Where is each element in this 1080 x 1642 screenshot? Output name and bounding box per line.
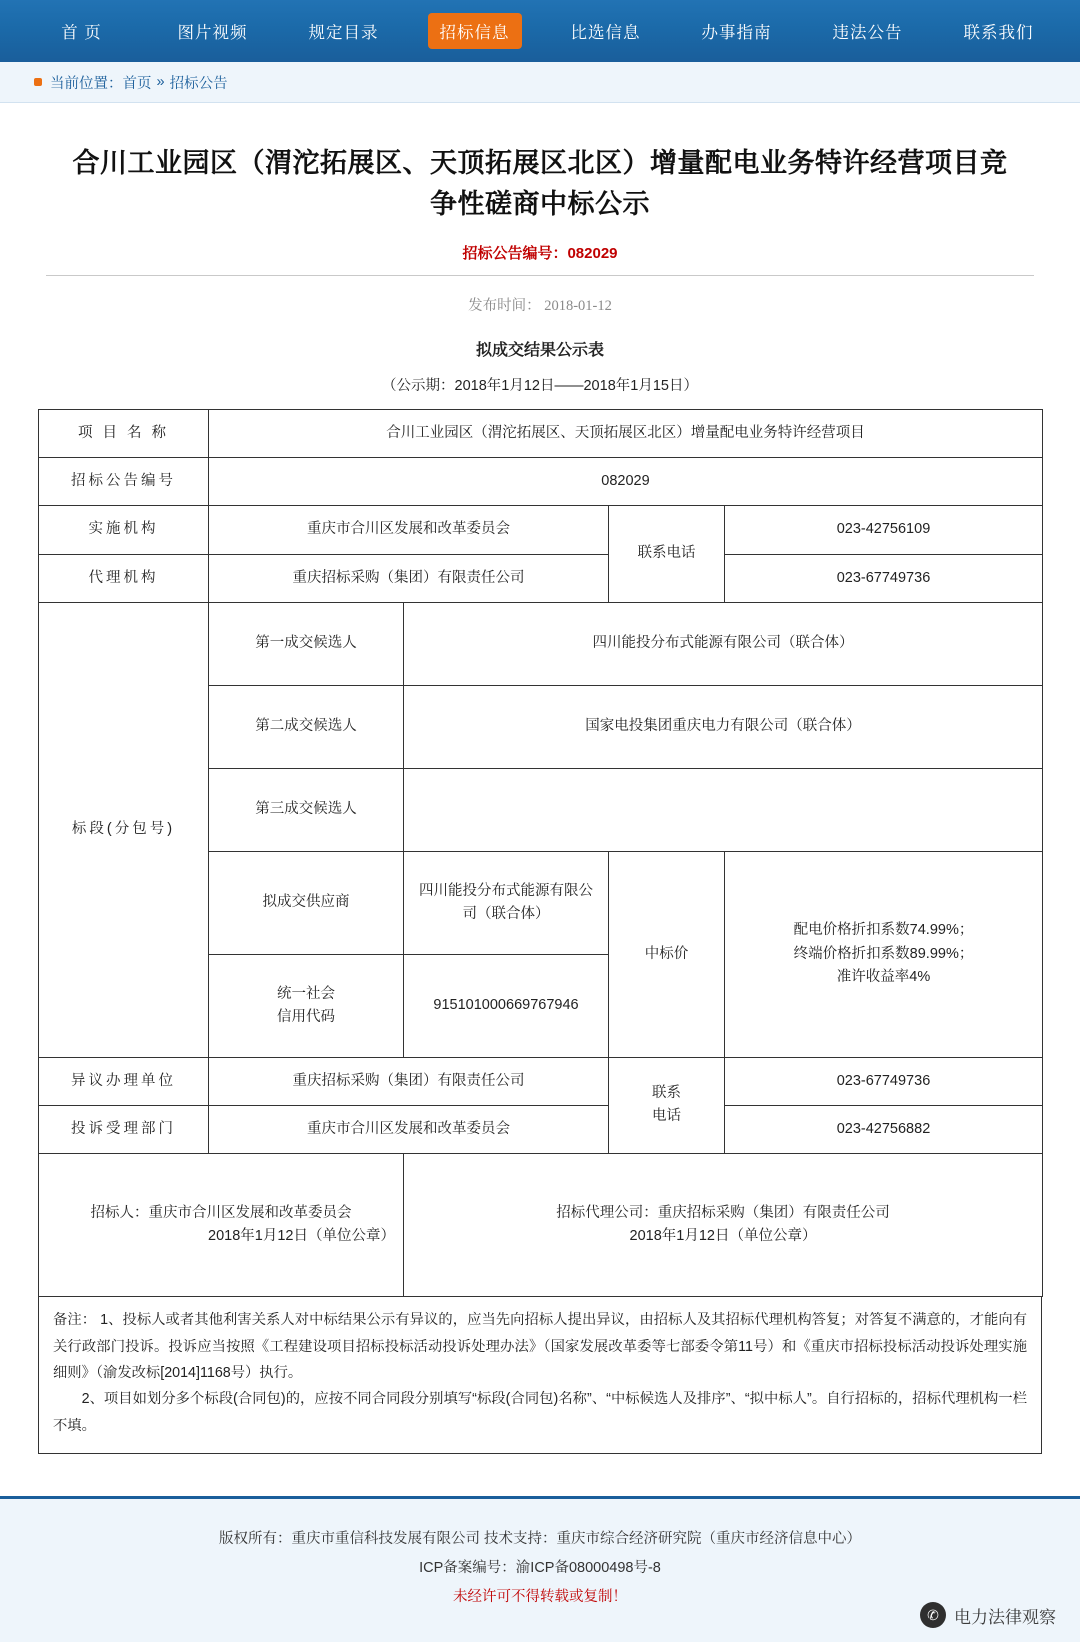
result-table-period: （公示期：2018年1月12日——2018年1月15日） (382, 378, 698, 394)
credit-code-label (209, 954, 404, 1057)
agent-org-phone: 023-67749736 (725, 554, 1043, 602)
nav-item-violation-notice[interactable] (802, 19, 933, 43)
page-footer (0, 1496, 1080, 1642)
watermark (920, 1602, 1056, 1628)
nav-item-home[interactable] (16, 19, 147, 43)
complaint-dept-value: 重庆市合川区发展和改革委员会 (209, 1105, 609, 1153)
bullet-icon (34, 78, 42, 86)
notice-number-value: 082029 (567, 245, 618, 262)
remark-block (38, 1297, 1042, 1454)
nav-label: 首 页 (61, 24, 102, 42)
agent-org-label: 代理机构 (39, 554, 209, 602)
main-navigation (0, 0, 1080, 62)
publish-time-value: 2018-01-12 (544, 298, 612, 314)
candidate3-value (404, 768, 1043, 851)
nav-label: 图片视频 (177, 24, 248, 42)
contact-phone-label-2 (609, 1057, 725, 1153)
agent-name: 招标代理公司：重庆招标采购（集团）有限责任公司 (556, 1204, 890, 1221)
nav-label: 招标信息 (428, 13, 522, 49)
supplier-label: 拟成交供应商 (209, 851, 404, 954)
tenderer-name: 招标人：重庆市合川区发展和改革委员会 (90, 1204, 352, 1221)
breadcrumb-home-link[interactable]: 首页 (122, 75, 152, 92)
implement-org-label: 实施机构 (39, 506, 209, 554)
contact-label-line-1: 联系 (652, 1085, 681, 1102)
publish-time-label: 发布时间： (468, 298, 541, 314)
nav-item-guide[interactable] (671, 19, 802, 43)
credit-code-label-line-2: 信用代码 (277, 1008, 335, 1025)
nav-label: 办事指南 (701, 24, 772, 42)
breadcrumb (0, 62, 1080, 103)
table-row (39, 506, 1043, 554)
wechat-icon: ✆ (920, 1602, 946, 1628)
footer-copyright: 版权所有：重庆市重信科技发展有限公司 技术支持：重庆市综合经济研究院（重庆市经济信息中心） (218, 1531, 862, 1548)
result-table-caption: 拟成交结果公示表 (475, 342, 604, 359)
nav-item-regulations[interactable] (278, 19, 409, 43)
notice-no-label: 招标公告编号 (39, 458, 209, 506)
table-row (39, 602, 1043, 685)
complaint-dept-phone: 023-42756882 (725, 1105, 1043, 1153)
document-body (0, 143, 1080, 1454)
table-row (39, 1105, 1043, 1153)
nav-item-media[interactable] (147, 19, 278, 43)
table-row (39, 554, 1043, 602)
project-name-value: 合川工业园区（渭沱拓展区、天顶拓展区北区）增量配电业务特许经营项目 (209, 410, 1043, 458)
credit-code-label-line-1: 统一社会 (277, 985, 335, 1002)
table-row (39, 1154, 1043, 1297)
publish-time (38, 294, 1042, 315)
watermark-text: 电力法律观察 (954, 1607, 1056, 1627)
section-label: 标段(分包号) (39, 602, 209, 1057)
bid-price-line-3: 准许收益率4% (836, 968, 931, 985)
bid-price-line-1: 配电价格折扣系数74.99%； (793, 922, 974, 939)
notice-number-line (46, 242, 1034, 276)
notice-no-value: 082029 (209, 458, 1043, 506)
result-table (38, 409, 1043, 1297)
credit-code-value: 915101000669767946 (404, 954, 609, 1057)
agent-date: 2018年1月12日（单位公章） (629, 1228, 817, 1245)
objection-unit-phone: 023-67749736 (725, 1057, 1043, 1105)
notice-number-label: 招标公告编号： (462, 245, 568, 262)
nav-label: 比选信息 (570, 24, 641, 42)
agent-signature (404, 1154, 1043, 1297)
nav-label: 违法公告 (832, 24, 903, 42)
candidate2-value: 国家电投集团重庆电力有限公司（联合体） (404, 685, 1043, 768)
contact-label-line-2: 电话 (652, 1108, 681, 1125)
nav-label: 联系我们 (963, 24, 1034, 42)
bid-price-line-2: 终端价格折扣系数89.99%； (793, 945, 974, 962)
candidate1-label: 第一成交候选人 (209, 602, 404, 685)
remark-line-1: 备注： 1、投标人或者其他利害关系人对中标结果公示有异议的，应当先向招标人提出异议，由招标人及其招标代理机构答复；对答复不满意的，才能向有关行政部门投诉。投诉应当按照《工程建设项目招标投标活动投诉处理办法》（国家发展改革委等七部委令第11号）和《重庆市招标投标活动投诉处理实施细则》（渝发改标[2014]1168号）执行。 (53, 1312, 1027, 1381)
breadcrumb-label: 当前位置： (50, 75, 123, 92)
remark-line-2: 2、项目如划分多个标段(合同包)的，应按不同合同段分别填写“标段(合同包)名称”、“中标候选人及排序”、“拟中标人”。自行招标的，招标代理机构一栏不填。 (53, 1391, 1027, 1434)
footer-warning: 未经许可不得转载或复制！ (453, 1589, 627, 1606)
tenderer-date: 2018年1月12日（单位公章） (208, 1228, 395, 1245)
page-title: 合川工业园区（渭沱拓展区、天顶拓展区北区）增量配电业务特许经营项目竞争性磋商中标公示 (72, 148, 1008, 219)
table-row (39, 410, 1043, 458)
nav-label: 规定目录 (308, 24, 379, 42)
candidate1-value: 四川能投分布式能源有限公司（联合体） (404, 602, 1043, 685)
nav-item-contact[interactable] (933, 19, 1064, 43)
breadcrumb-separator: » (156, 74, 165, 90)
objection-unit-value: 重庆招标采购（集团）有限责任公司 (209, 1057, 609, 1105)
supplier-value: 四川能投分布式能源有限公司（联合体） (404, 851, 609, 954)
table-row (39, 1057, 1043, 1105)
candidate2-label: 第二成交候选人 (209, 685, 404, 768)
tenderer-signature (39, 1154, 404, 1297)
objection-unit-label: 异议办理单位 (39, 1057, 209, 1105)
breadcrumb-current[interactable]: 招标公告 (169, 75, 228, 92)
nav-item-comparison-info[interactable] (540, 19, 671, 43)
bid-price-value (725, 851, 1043, 1057)
footer-icp: ICP备案编号：渝ICP备08000498号-8 (419, 1560, 661, 1577)
contact-phone-label: 联系电话 (609, 506, 725, 602)
implement-org-value: 重庆市合川区发展和改革委员会 (209, 506, 609, 554)
complaint-dept-label: 投诉受理部门 (39, 1105, 209, 1153)
implement-org-phone: 023-42756109 (725, 506, 1043, 554)
nav-item-bidding-info[interactable] (409, 13, 540, 49)
agent-org-value: 重庆招标采购（集团）有限责任公司 (209, 554, 609, 602)
project-name-label: 项 目 名 称 (39, 410, 209, 458)
bid-price-label: 中标价 (609, 851, 725, 1057)
candidate3-label: 第三成交候选人 (209, 768, 404, 851)
table-row (39, 458, 1043, 506)
